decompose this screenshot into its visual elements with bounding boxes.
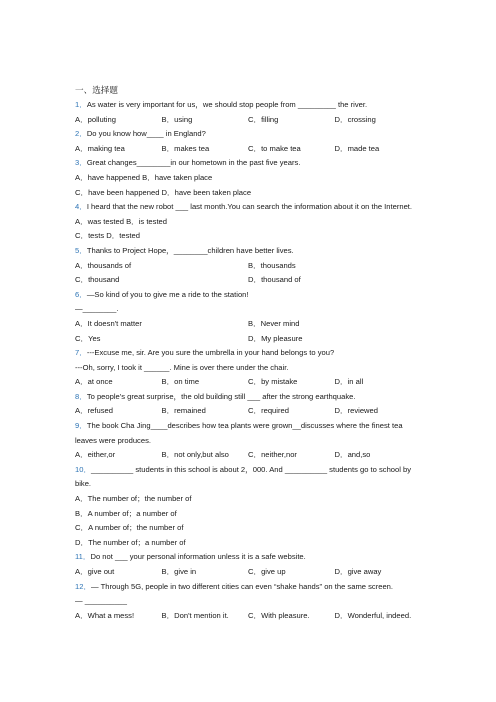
option-line[interactable]: A．The number of；the number of <box>75 494 192 504</box>
options-row <box>75 332 421 347</box>
option-a[interactable]: A．thousands of <box>75 260 132 270</box>
option-d[interactable]: D．crossing <box>334 114 376 124</box>
option-d[interactable]: D．made tea <box>334 143 380 153</box>
option-a[interactable]: A．either,or <box>75 450 116 460</box>
question-10 <box>75 463 421 551</box>
question-text: To people's great surprise，the old building still ___ after the strong earthquake. <box>86 391 356 401</box>
options-row <box>75 142 421 157</box>
option-c[interactable]: C．by mistake <box>248 377 298 387</box>
option-b[interactable]: B．remained <box>161 406 206 416</box>
option-line[interactable]: A．have happened B．have taken place <box>75 172 213 182</box>
option-d[interactable]: D．Wonderful, indeed. <box>334 610 412 620</box>
options-row <box>75 448 421 463</box>
option-c[interactable]: C．filling <box>248 114 279 124</box>
option-b[interactable]: B．makes tea <box>161 143 210 153</box>
options-row <box>75 565 421 580</box>
option-c[interactable]: C．thousand <box>75 275 120 285</box>
question-text: —So kind of you to give me a ride to the station! <box>86 289 249 299</box>
option-a[interactable]: A．What a mess! <box>75 610 135 620</box>
section-title: 一、选择题 <box>75 85 118 95</box>
option-d[interactable]: D．reviewed <box>334 406 378 416</box>
option-b[interactable]: B．not only,but also <box>161 450 229 460</box>
option-d[interactable]: D．give away <box>334 567 382 576</box>
question-number: 6． <box>75 289 87 299</box>
question-number: 12． <box>75 581 92 591</box>
question-1 <box>75 98 421 127</box>
question-stem <box>75 463 421 492</box>
question-text: Thanks to Project Hope，________children have better lives. <box>86 245 294 255</box>
options-row <box>75 273 421 288</box>
option-a[interactable]: A．give out <box>75 567 115 576</box>
question-number: 10． <box>75 464 92 474</box>
question-stem <box>75 288 421 303</box>
question-text: — Through 5G, people in two different cities can even “shake hands” on the same screen. <box>91 581 394 591</box>
option-b[interactable]: B．Don't mention it. <box>161 610 229 620</box>
question-response-line: — __________ <box>75 596 127 606</box>
option-b[interactable]: B．thousands <box>248 260 296 270</box>
options-row <box>75 404 421 419</box>
question-stem <box>75 156 421 171</box>
option-d[interactable]: D．in all <box>334 377 364 387</box>
question-text: Great changes________in our hometown in the past five years. <box>86 158 301 168</box>
option-a[interactable]: A．It doesn't matter <box>75 318 142 328</box>
option-b[interactable]: B．on time <box>161 377 200 387</box>
option-d[interactable]: D．My pleasure <box>248 333 303 343</box>
option-c[interactable]: C．give up <box>248 567 286 576</box>
option-d[interactable]: D．and,so <box>334 450 371 460</box>
option-b[interactable]: B．give in <box>161 567 197 576</box>
question-number: 5． <box>75 245 87 255</box>
options-row <box>75 609 421 624</box>
option-line[interactable]: D．The number of；a number of <box>75 537 186 547</box>
question-text: Do you know how____ in England? <box>86 129 206 139</box>
question-number: 7． <box>75 348 87 358</box>
question-stem <box>75 419 421 448</box>
question-stem <box>75 346 421 361</box>
question-text: As water is very important for us，we should stop people from _________ the river. <box>86 100 368 109</box>
options-row <box>75 317 421 332</box>
question-number: 3． <box>75 158 87 168</box>
question-stem <box>75 390 421 405</box>
option-line[interactable]: C．A number of；the number of <box>75 523 184 533</box>
question-number: 8． <box>75 391 87 401</box>
option-line[interactable]: C．tests D．tested <box>75 231 140 241</box>
option-line[interactable]: C．have been happened D．have been taken place <box>75 187 252 197</box>
option-c[interactable]: C．neither,nor <box>248 450 297 460</box>
option-a[interactable]: A．at once <box>75 377 113 387</box>
question-5 <box>75 244 421 288</box>
question-response-line: ---Oh, sorry, I took it ______. Mine is over there under the chair. <box>75 362 289 372</box>
option-line[interactable]: A．was tested B．is tested <box>75 216 168 226</box>
option-b[interactable]: B．Never mind <box>248 318 300 328</box>
question-11 <box>75 550 421 579</box>
option-a[interactable]: A．polluting <box>75 114 116 124</box>
question-response-line: —________. <box>75 304 119 314</box>
question-6 <box>75 288 421 346</box>
question-12 <box>75 580 421 624</box>
question-4 <box>75 200 421 244</box>
option-c[interactable]: C．to make tea <box>248 143 301 153</box>
option-c[interactable]: C．required <box>248 406 289 416</box>
options-row <box>75 375 421 390</box>
option-c[interactable]: C．With pleasure. <box>248 610 310 620</box>
options-row <box>75 259 421 274</box>
question-text: ---Excuse me, sir. Are you sure the umbrella in your hand belongs to you? <box>86 348 335 358</box>
option-line[interactable]: B．A number of；a number of <box>75 508 177 518</box>
question-9 <box>75 419 421 463</box>
question-number: 11． <box>75 552 91 562</box>
question-number: 1． <box>75 100 87 109</box>
question-8 <box>75 390 421 419</box>
option-c[interactable]: C．Yes <box>75 333 101 343</box>
option-a[interactable]: A．refused <box>75 406 113 416</box>
option-d[interactable]: D．thousand of <box>248 275 301 285</box>
options-row <box>75 113 421 128</box>
question-stem <box>75 580 421 595</box>
question-7 <box>75 346 421 390</box>
question-text: __________ students in this school is about 2，000. And __________ students go to school by bike. <box>75 464 412 489</box>
question-number: 2． <box>75 129 87 139</box>
question-stem <box>75 244 421 259</box>
question-number: 9． <box>75 421 87 431</box>
question-text: Do not ___ your personal information unless it is a safe website. <box>90 552 306 562</box>
question-stem <box>75 200 421 215</box>
question-text: I heard that the new robot ___ last month.You can search the information about it on the Internet. <box>86 202 413 212</box>
question-number: 4． <box>75 202 87 212</box>
question-2 <box>75 127 421 156</box>
option-b[interactable]: B．using <box>161 114 193 124</box>
question-stem <box>75 98 421 113</box>
question-stem <box>75 550 421 565</box>
question-list <box>75 84 421 623</box>
question-stem <box>75 127 421 142</box>
question-3 <box>75 156 421 200</box>
question-text: The book Cha Jing____describes how tea plants were grown__discusses where the finest tea leaves were produces. <box>75 421 403 445</box>
option-a[interactable]: A．making tea <box>75 143 125 153</box>
